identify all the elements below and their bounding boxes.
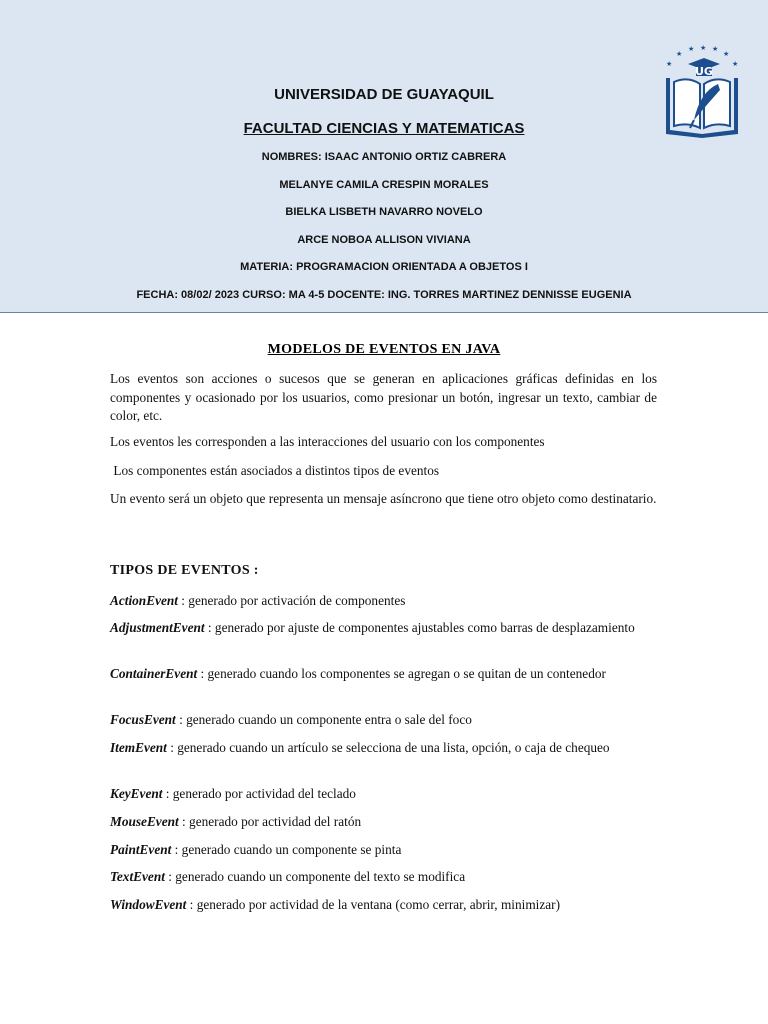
event-desc: : generado cuando los componentes se agregan o se quitan de un contenedor (197, 666, 606, 681)
info-line: FECHA: 08/02/ 2023 CURSO: MA 4-5 DOCENTE: ING. TORRES MARTINEZ DENNISSE EUGENIA (136, 289, 632, 301)
event-item (110, 619, 657, 638)
svg-text:★: ★ (732, 60, 739, 68)
event-name: ActionEvent (110, 593, 178, 608)
event-name: KeyEvent (110, 786, 163, 801)
event-name: ItemEvent (110, 740, 167, 755)
event-desc: : generado por actividad de la ventana (como cerrar, abrir, minimizar) (186, 897, 561, 912)
event-name: FocusEvent (110, 712, 176, 727)
event-item (110, 868, 657, 887)
document-header (0, 0, 768, 313)
event-name: ContainerEvent (110, 666, 198, 681)
names-line-1: NOMBRES: ISAAC ANTONIO ORTIZ CABRERA (261, 151, 507, 163)
paragraph-2: Los eventos les corresponden a las interacciones del usuario con los componentes (110, 434, 545, 449)
names-line-2: MELANYE CAMILA CRESPIN MORALES (279, 179, 489, 191)
event-item (110, 592, 657, 611)
event-name: TextEvent (110, 869, 165, 884)
section-title: TIPOS DE EVENTOS : (110, 563, 259, 578)
event-desc: : generado por actividad del teclado (162, 786, 356, 801)
event-desc: : generado por actividad del ratón (178, 814, 362, 829)
event-desc: : generado cuando un artículo se selecciona de una lista, opción, o caja de chequeo (166, 740, 610, 755)
event-item (110, 739, 657, 758)
svg-text:★: ★ (700, 44, 707, 52)
event-item (110, 896, 657, 915)
svg-text:★: ★ (712, 45, 719, 53)
names-line-3: BIELKA LISBETH NAVARRO NOVELO (285, 206, 483, 218)
svg-text:★: ★ (723, 50, 730, 58)
paragraph-1: Los eventos son acciones o sucesos que se generan en aplicaciones gráficas definidas en los componentes y ocasionado por los usuarios, como presionar un botón, ingresar un texto, cambiar de color, etc. (110, 371, 657, 423)
subject-line: MATERIA: PROGRAMACION ORIENTADA A OBJETOS I (240, 261, 528, 273)
event-item (110, 785, 657, 804)
faculty-name: FACULTAD CIENCIAS Y MATEMATICAS (243, 120, 525, 137)
university-name: UNIVERSIDAD DE GUAYAQUIL (274, 86, 494, 103)
svg-text:★: ★ (688, 45, 695, 53)
svg-text:★: ★ (666, 60, 673, 68)
event-name: PaintEvent (110, 842, 172, 857)
logo-text: UG (695, 65, 713, 78)
paragraph-3: Los componentes están asociados a distintos tipos de eventos (110, 463, 440, 478)
names-line-4: ARCE NOBOA ALLISON VIVIANA (297, 234, 471, 246)
event-item (110, 841, 657, 860)
event-name: MouseEvent (110, 814, 179, 829)
document-title: MODELOS DE EVENTOS EN JAVA (267, 342, 501, 357)
event-name: AdjustmentEvent (110, 620, 205, 635)
event-desc: : generado por activación de componentes (177, 593, 406, 608)
event-name: WindowEvent (110, 897, 187, 912)
svg-text:★: ★ (676, 50, 683, 58)
event-item (110, 711, 657, 730)
event-desc: : generado cuando un componente se pinta (171, 842, 402, 857)
paragraph-4: Un evento será un objeto que representa un mensaje asíncrono que tiene otro objeto como destinatario. (110, 491, 657, 506)
event-desc: : generado cuando un componente entra o sale del foco (175, 712, 472, 727)
event-desc: : generado cuando un componente del texto se modifica (164, 869, 466, 884)
event-item (110, 665, 657, 684)
event-item (110, 813, 657, 832)
event-desc: : generado por ajuste de componentes ajustables como barras de desplazamiento (204, 620, 635, 635)
